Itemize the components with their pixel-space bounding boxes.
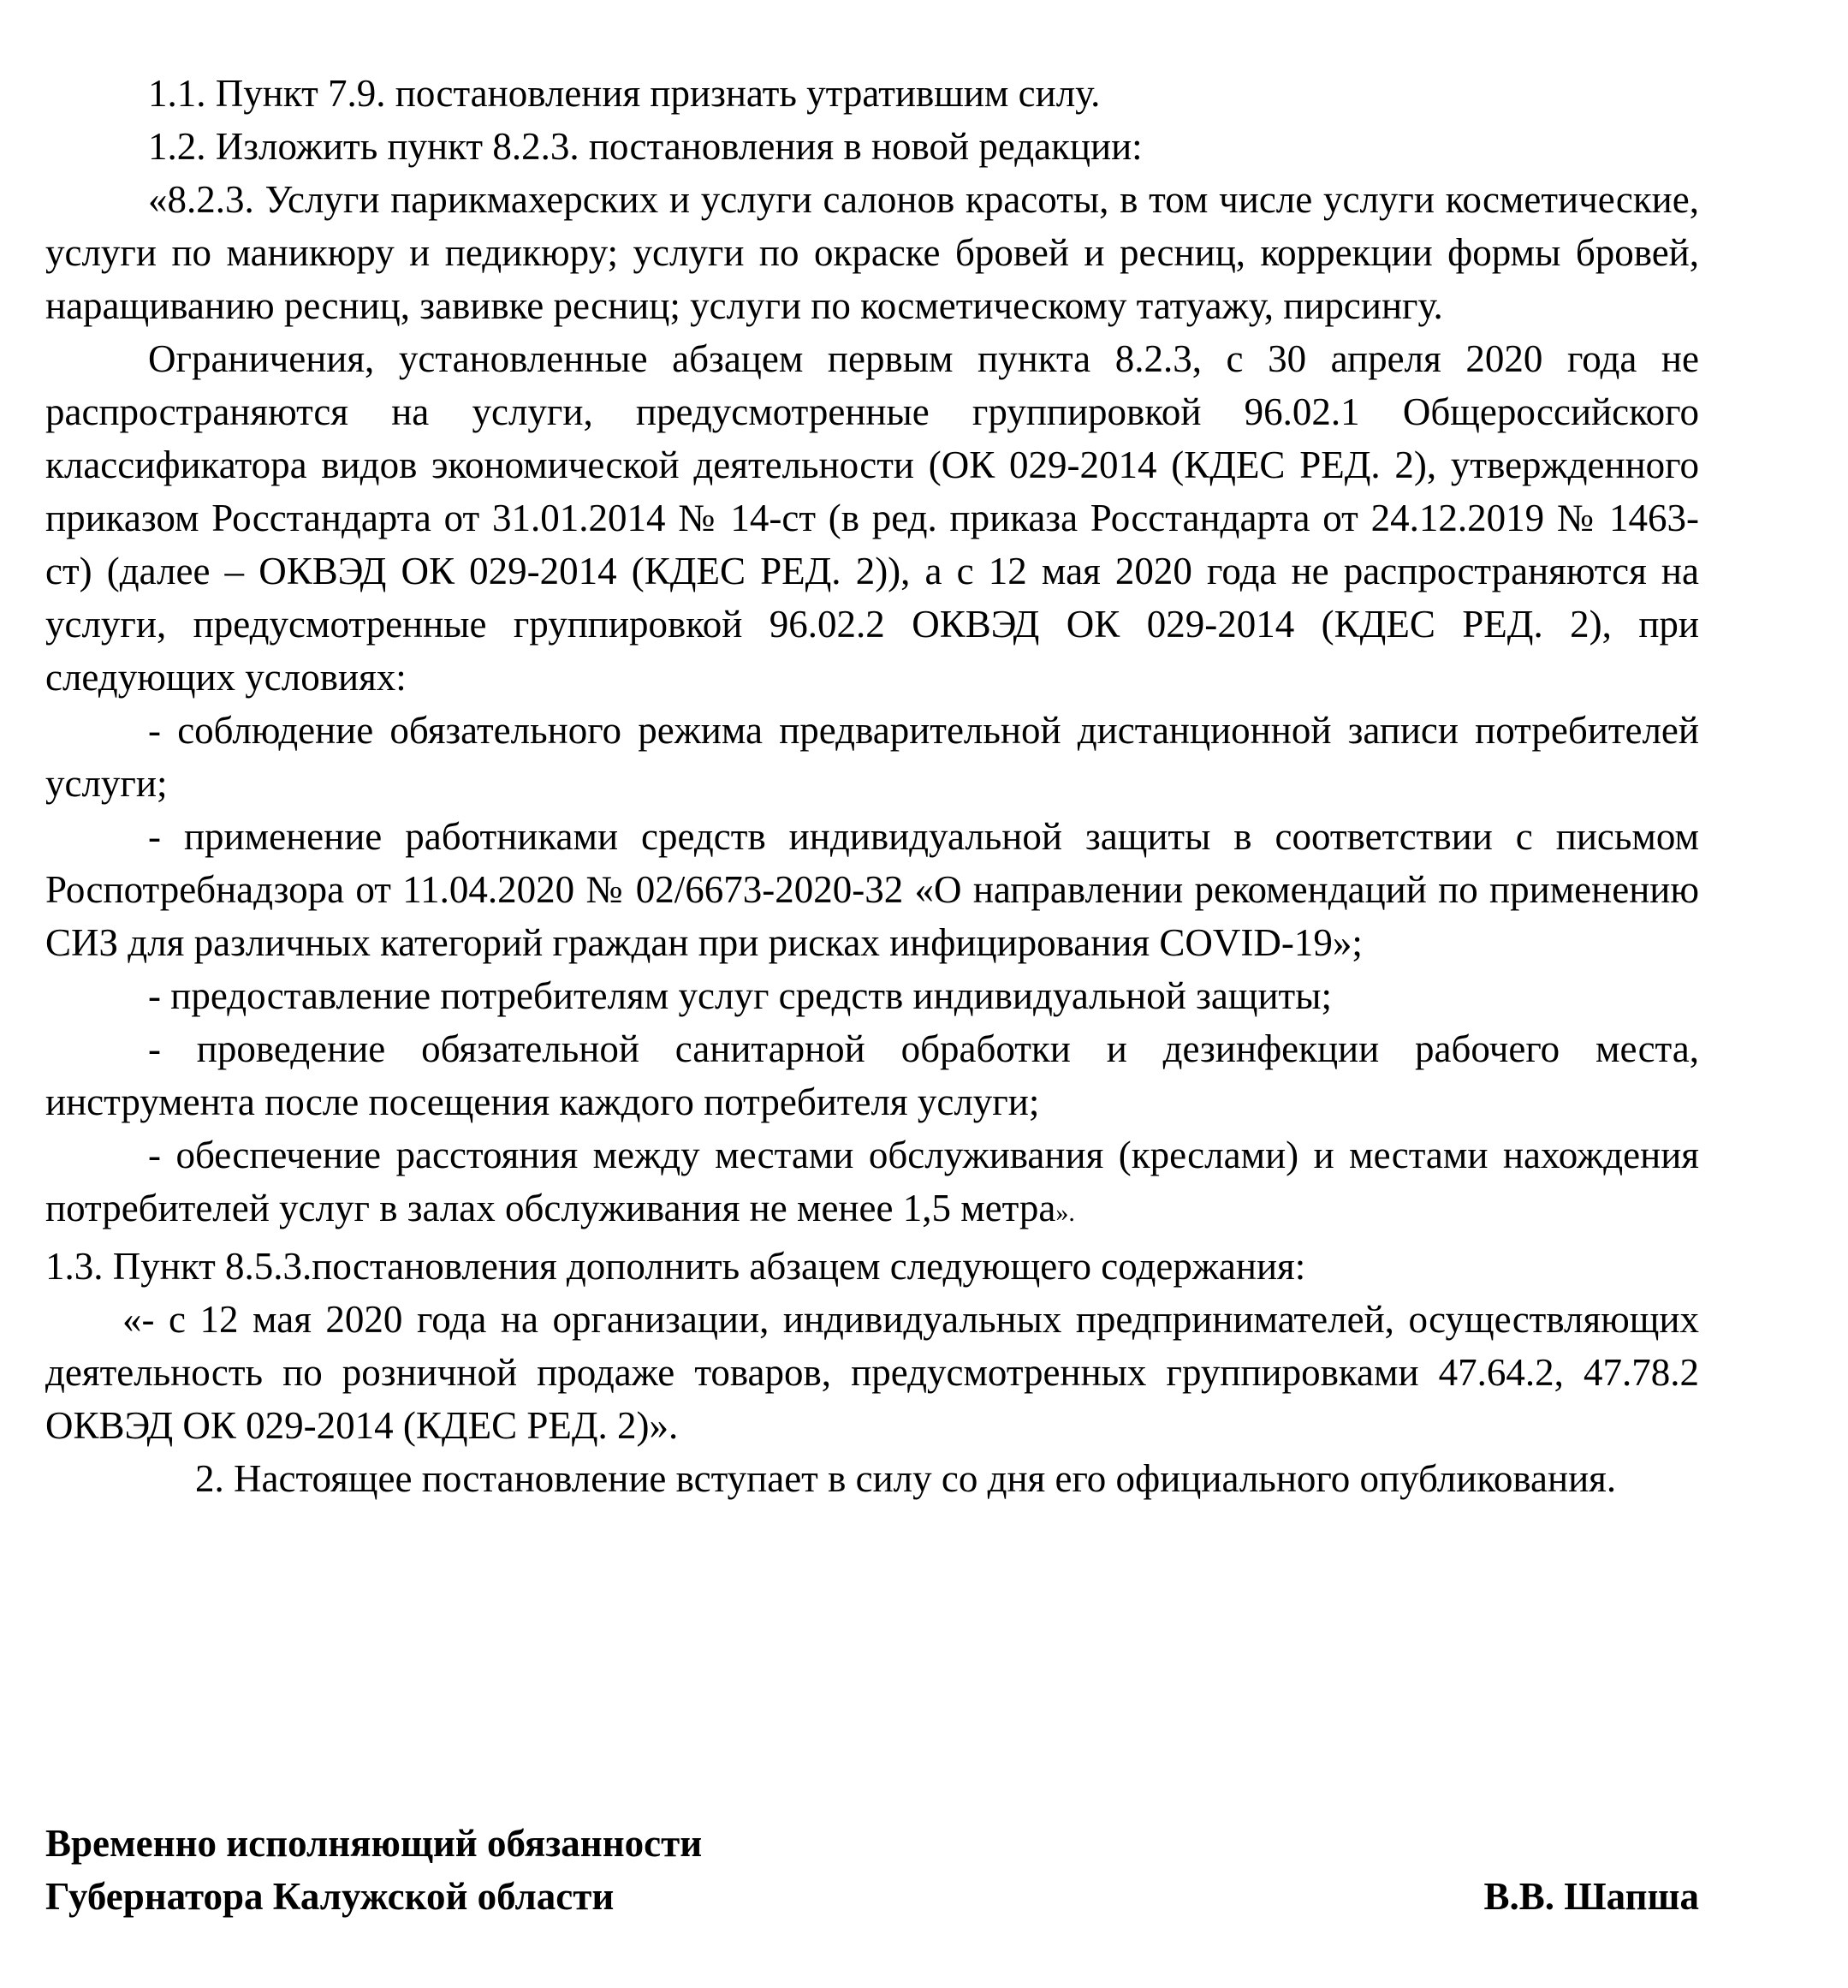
- paragraph-2: 2. Настоящее постановление вступает в силу со дня его официального опубликования.: [195, 1457, 1617, 1500]
- signatory-name: В.В. Шапша: [1483, 1875, 1699, 1918]
- paragraph-1-3: 1.3. Пункт 8.5.3.постановления дополнить абзацем следующего содержания:: [45, 1245, 1306, 1288]
- condition-text: - обеспечение расстояния между местами обслуживания (креслами) и местами нахождения потребителей услуг в залах обслуживания не менее 1,5 метра: [45, 1134, 1699, 1229]
- paragraph-1-3-quote: «- с 12 мая 2020 года на организации, индивидуальных предпринимателей, осуществляющих деятельность по розничной продаже товаров, предусмотренных группировками 47.64.2, 47.78.2 ОКВЭД ОК 029-2014 (КДЕС РЕД. 2)».: [45, 1298, 1699, 1447]
- signature-block: [45, 1817, 1699, 1923]
- condition-item: - предоставление потребителям услуг средств индивидуальной защиты;: [148, 974, 1332, 1017]
- paragraph-8-2-3: «8.2.3. Услуги парикмахерских и услуги салонов красоты, в том числе услуги косметические, услуги по маникюру и педикюру; услуги по окраске бровей и ресниц, коррекции формы бровей, наращиванию ресниц, завивке ресниц; услуги по косметическому татуажу, пирсингу.: [45, 178, 1699, 327]
- document-body: [45, 67, 1699, 1505]
- condition-item: [45, 1128, 1699, 1240]
- signatory-position-line2: Губернатора Калужской области: [45, 1875, 615, 1918]
- signatory-position-line1: Временно исполняющий обязанности: [45, 1822, 703, 1865]
- paragraph-1-1: 1.1. Пункт 7.9. постановления признать утратившим силу.: [148, 72, 1101, 115]
- closing-quote: ».: [1055, 1199, 1075, 1227]
- condition-item: - соблюдение обязательного режима предварительной дистанционной записи потребителей услуги;: [45, 709, 1699, 805]
- condition-item: - применение работниками средств индивидуальной защиты в соответствии с письмом Роспотребнадзора от 11.04.2020 № 02/6673-2020-32 «О направлении рекомендаций по применению СИЗ для различных категорий граждан при рисках инфицирования COVID-19»;: [45, 815, 1699, 964]
- paragraph-restrictions: Ограничения, установленные абзацем первым пункта 8.2.3, с 30 апреля 2020 года не распространяются на услуги, предусмотренные группировкой 96.02.1 Общероссийского классификатора видов экономической деятельности (ОК 029-2014 (КДЕС РЕД. 2), утвержденного приказом Росстандарта от 31.01.2014 № 14-ст (в ред. приказа Росстандарта от 24.12.2019 № 1463-ст) (далее – ОКВЭД ОК 029-2014 (КДЕС РЕД. 2)), а с 12 мая 2020 года не распространяются на услуги, предусмотренные группировкой 96.02.2 ОКВЭД ОК 029-2014 (КДЕС РЕД. 2), при следующих условиях:: [45, 337, 1699, 699]
- paragraph-1-2: 1.2. Изложить пункт 8.2.3. постановления в новой редакции:: [148, 125, 1143, 168]
- signature-row: [45, 1870, 1699, 1923]
- condition-item: - проведение обязательной санитарной обработки и дезинфекции рабочего места, инструмента после посещения каждого потребителя услуги;: [45, 1027, 1699, 1123]
